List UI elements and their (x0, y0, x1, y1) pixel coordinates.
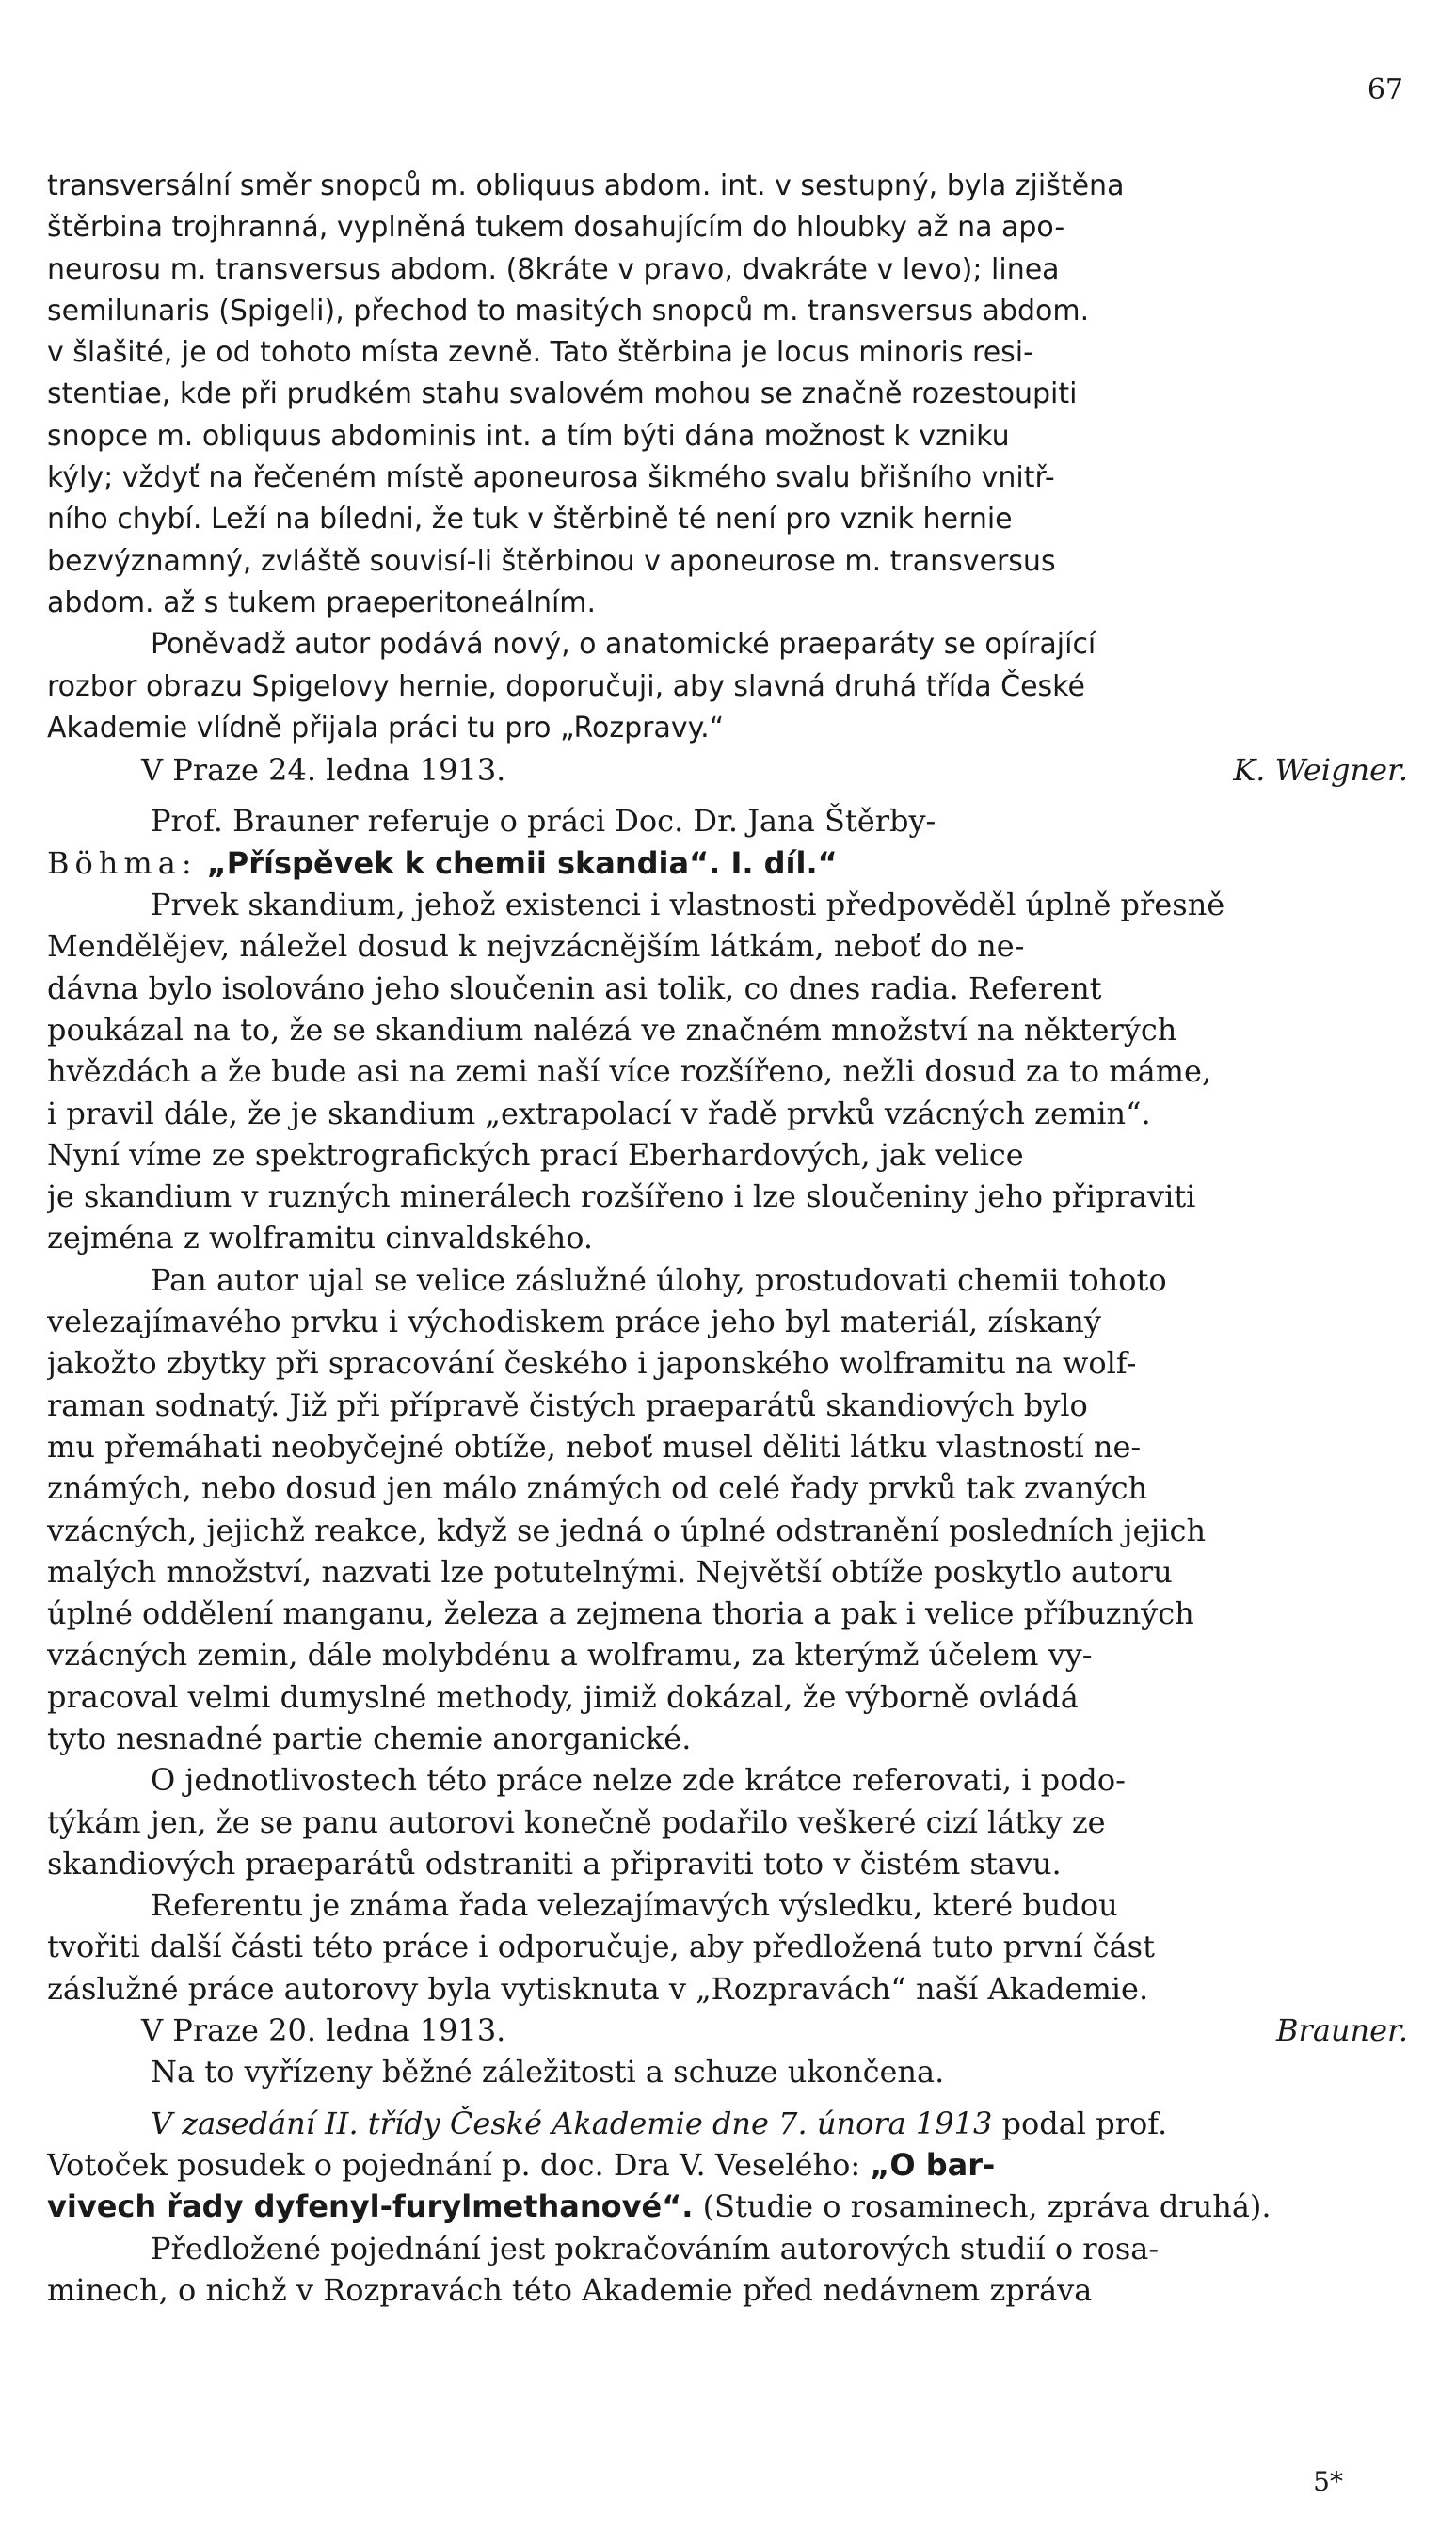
text-line: Předložené pojednání jest pokračováním autorových studií o rosa- (151, 2230, 1160, 2267)
text-line: Pan autor ujal se velice záslužné úlohy, prostudovati chemii tohoto (151, 1261, 1167, 1298)
text-line: mu přemáhati neobyčejné obtíže, neboť musel děliti látku vlastností ne- (47, 1428, 1142, 1465)
text-line: tyto nesnadné partie chemie anorganické. (47, 1720, 692, 1756)
text-line: dávna bylo isolováno jeho sloučenin asi tolik, co dnes radia. Referent (47, 969, 1102, 1006)
signoff-place-date: V Praze 24. ledna 1913. (141, 752, 506, 789)
text-line: skandiových praeparátů odstraniti a připraviti toto v čistém stavu. (47, 1845, 1062, 1882)
text-line: poukázal na to, že se skandium nalézá ve značném množství na některých (47, 1011, 1177, 1048)
session-line (47, 2103, 1412, 2144)
text-line: rozbor obrazu Spigelovy hernie, doporučuji, aby slavná druhá třída České (47, 669, 1085, 703)
text-line: Na to vyřízeny běžné záležitosti a schuze ukončena. (151, 2054, 945, 2090)
text-line: vzácných, jejichž reakce, když se jedná o úplné odstranění posledních jejich (47, 1512, 1207, 1548)
text-line: velezajímavého prvku i východiskem práce jeho byl materiál, získaný (47, 1304, 1101, 1340)
text-line: Mendělějev, náležel dosud k nejvzácnějším látkám, neboť do ne- (47, 928, 1025, 965)
text-line: je skandium v ruzných minerálech rozšířeno i lze sloučeniny jeho připraviti (47, 1178, 1196, 1215)
votocek-title-part1: „O bar- (870, 2146, 996, 2183)
votocek-line (47, 2144, 1412, 2186)
signoff-brauner (47, 2010, 1412, 2051)
text-line: raman sodnatý. Již při přípravě čistých praeparátů skandiových bylo (47, 1386, 1088, 1423)
text-line: pracoval velmi dumyslné methody, jimiž dokázal, že výborně ovládá (47, 1678, 1079, 1715)
text-line: Akademie vlídně přijala práci tu pro „Rozpravy.“ (47, 711, 725, 745)
votocek-title-part2: vivech řady dyfenyl-furylmethanové“. (47, 2188, 694, 2225)
session-tail: podal prof. (1001, 2105, 1168, 2141)
text-line: Referentu je známa řada velezajímavých výsledku, které budou (151, 1887, 1118, 1924)
signoff-name: Brauner. (1276, 2012, 1408, 2049)
signoff-place-date: V Praze 20. ledna 1913. (141, 2012, 506, 2049)
text-line: Nyní víme ze spektrografických prací Eberhardových, jak velice (47, 1136, 1024, 1173)
text-line: Poněvadž autor podává nový, o anatomické praeparáty se opírající (151, 628, 1096, 662)
page-number: 67 (1367, 73, 1403, 106)
text-line: transversální směr snopců m. obliquus abdom. int. v sestupný, byla zjištěna (47, 169, 1125, 202)
text-line: v šlašité, je od tohoto místa zevně. Tato štěrbina je locus minoris resi- (47, 336, 1033, 370)
report-title: „Příspěvek k chemii skandia“. I. díl.“ (206, 844, 838, 881)
votocek-text: Votoček posudek o pojednání p. doc. Dra V. Veselého: (47, 2146, 861, 2183)
text-line: Prof. Brauner referuje o práci Doc. Dr. Jana Štěrby- (151, 803, 936, 840)
text-line: snopce m. obliquus abdominis int. a tím býti dána možnost k vzniku (47, 419, 1010, 453)
text-line: kýly; vždyť na řečeném místě aponeurosa šikmého svalu břišního vnitř- (47, 461, 1055, 495)
author-name: Böhma: (47, 844, 198, 881)
document-body (47, 166, 1412, 2311)
text-line: stentiae, kde při prudkém stahu svalovém mohou se značně rozestoupiti (47, 377, 1078, 411)
signoff-name: K. Weigner. (1233, 752, 1408, 789)
votocek-line-2 (47, 2186, 1412, 2227)
text-line: minech, o nichž v Rozpravách této Akademie před nedávnem zpráva (47, 2271, 1093, 2308)
text-line: neurosu m. transversus abdom. (8kráte v pravo, dvakráte v levo); linea (47, 252, 1060, 286)
text-line: známých, nebo dosud jen málo známých od celé řady prvků tak zvaných (47, 1470, 1148, 1507)
text-line: malých množství, nazvati lze potutelnými. Největší obtíže poskytlo autoru (47, 1553, 1173, 1590)
text-line: zejména z wolframitu cinvaldského. (47, 1220, 594, 1257)
text-line: i pravil dále, že je skandium „extrapolací v řadě prvků vzácných zemin“. (47, 1095, 1151, 1131)
text-line: hvězdách a že bude asi na zemi naší více rozšířeno, nežli dosud za to máme, (47, 1053, 1212, 1090)
text-line: tvořiti další části této práce i odporučuje, aby předložená tuto první část (47, 1929, 1155, 1965)
text-line: Prvek skandium, jehož existenci i vlastnosti předpověděl úplně přesně (151, 887, 1225, 923)
text-line: semilunaris (Spigeli), přechod to masitých snopců m. transversus abdom. (47, 294, 1090, 328)
text-line: záslužné práce autorovy byla vytisknuta v „Rozpravách“ naší Akademie. (47, 1970, 1149, 2007)
text-line: bezvýznamný, zvláště souvisí-li štěrbinou v aponeurose m. transversus (47, 544, 1056, 578)
votocek-subtitle: (Studie o rosaminech, zpráva druhá). (702, 2188, 1272, 2225)
text-line: O jednotlivostech této práce nelze zde krátce referovati, i podo- (151, 1762, 1126, 1799)
signature-mark: 5* (1313, 2466, 1343, 2497)
text-line: abdom. až s tukem praeperitoneálním. (47, 585, 597, 619)
text-line: týkám jen, že se panu autorovi konečně podařilo veškeré cizí látky ze (47, 1803, 1106, 1840)
text-line: jakožto zbytky při spracování českého i japonského wolframitu na wolf- (47, 1345, 1137, 1382)
signoff-weigner (47, 749, 1412, 791)
text-line: vzácných zemin, dále molybdénu a wolframu, za kterýmž účelem vy- (47, 1637, 1093, 1674)
report-title-line (47, 842, 1412, 884)
text-line: štěrbina trojhranná, vyplněná tukem dosahujícím do hloubky až na apo- (47, 211, 1065, 245)
text-line: úplné oddělení manganu, železa a zejmena thoria a pak i velice příbuzných (47, 1595, 1194, 1632)
session-heading: V zasedání II. třídy České Akademie dne 7. února 1913 (151, 2105, 993, 2141)
text-line: ního chybí. Leží na bíledni, že tuk v štěrbině té není pro vznik hernie (47, 503, 1013, 537)
